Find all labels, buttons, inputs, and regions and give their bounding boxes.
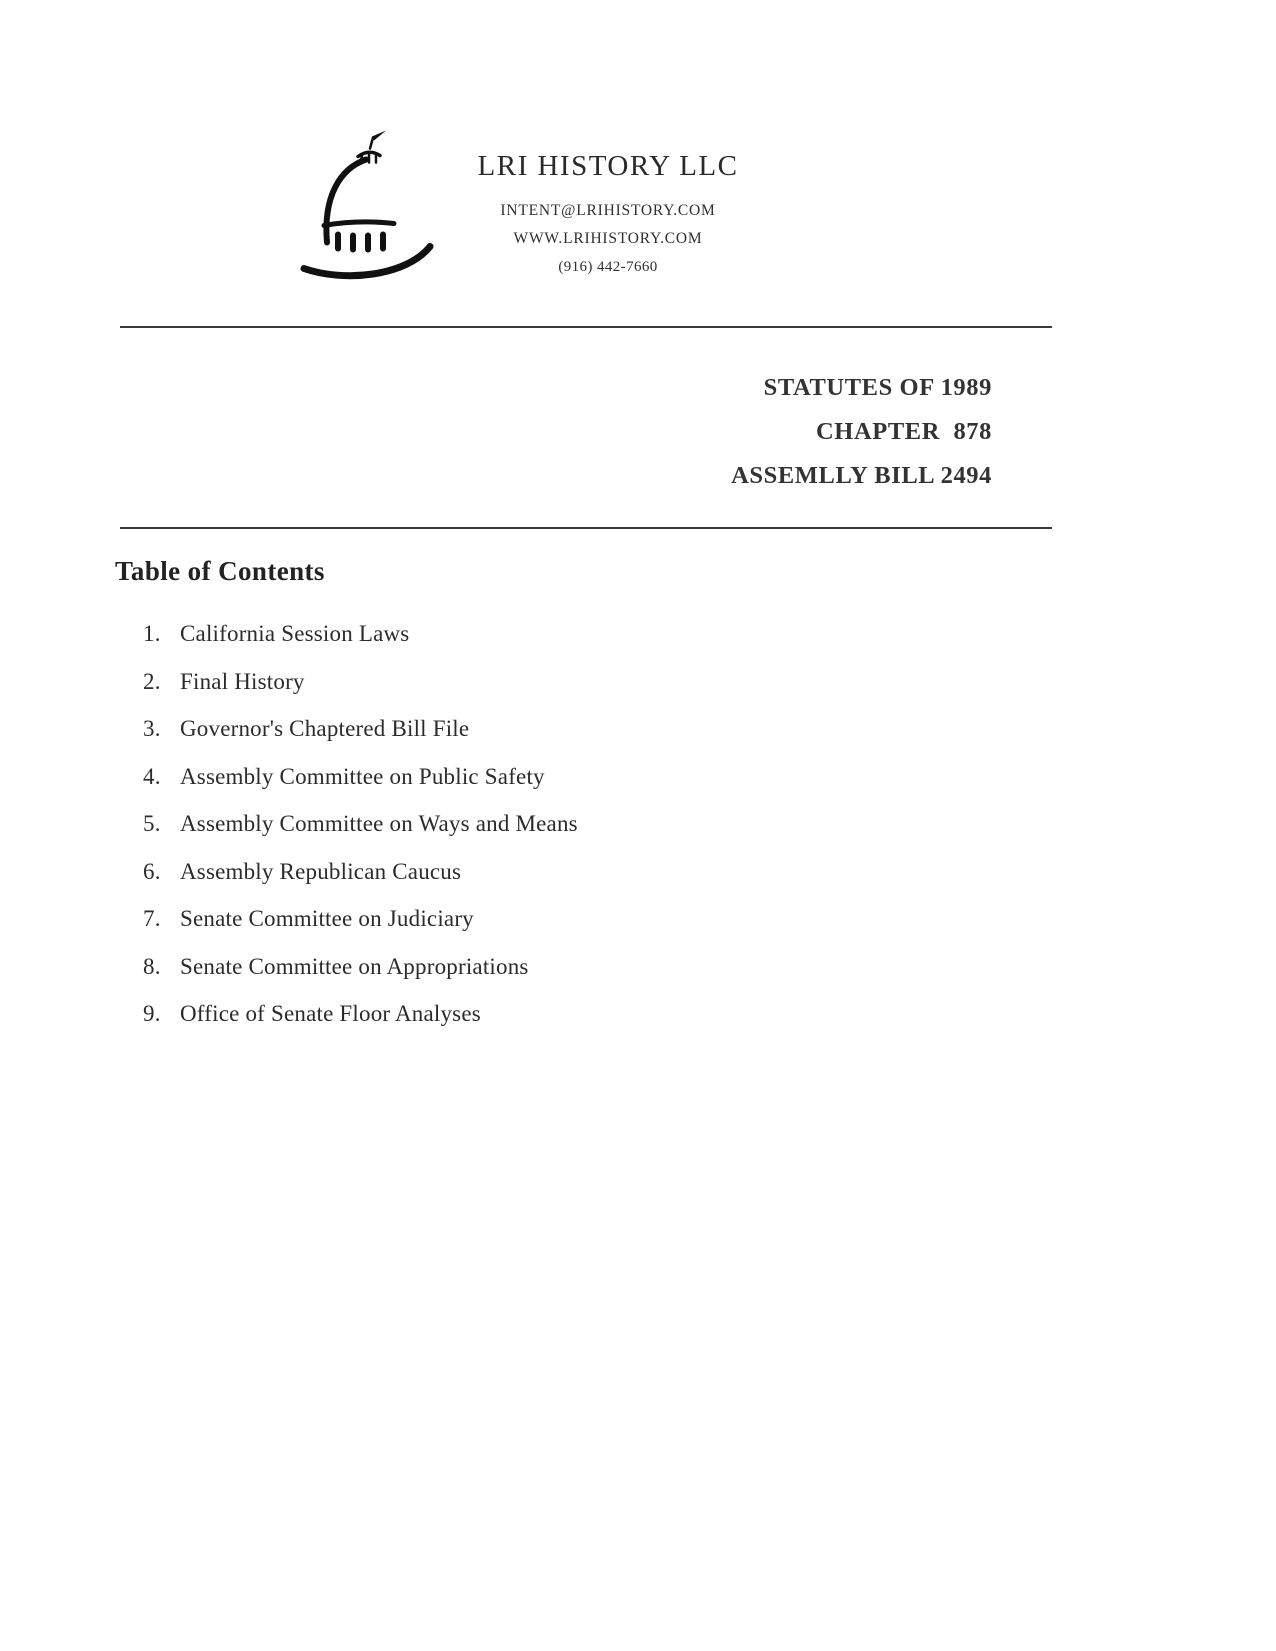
company-website: WWW.LRIHISTORY.COM: [513, 230, 703, 247]
company-phone: (916) 442-7660: [558, 259, 658, 275]
toc-item: [143, 812, 578, 836]
toc-item: [143, 955, 578, 979]
toc-item-number: 4.: [143, 763, 161, 789]
toc-item-number: 8.: [143, 953, 161, 979]
toc-item-label: Assembly Republican Caucus: [180, 858, 462, 884]
company-email: INTENT@LRIHISTORY.COM: [500, 202, 716, 219]
toc-item: [143, 717, 578, 741]
toc-item: [143, 1002, 578, 1026]
company-header: [438, 150, 778, 281]
toc-item-number: 1.: [143, 621, 161, 646]
toc-item: [143, 860, 578, 884]
toc-item-label: Senate Committee on Judiciary: [180, 906, 474, 931]
toc-item: [143, 670, 578, 694]
toc-item: [143, 622, 578, 646]
toc-item-label: Final History: [180, 668, 305, 694]
toc-item-label: Governor's Chaptered Bill File: [180, 716, 470, 741]
toc-list: [143, 622, 578, 1050]
toc-item-label: Office of Senate Floor Analyses: [180, 1001, 481, 1026]
statutes-line: STATUTES OF 1989: [763, 374, 992, 401]
toc-item-label: Assembly Committee on Ways and Means: [180, 811, 578, 836]
toc-item-number: 2.: [143, 668, 161, 694]
toc-item-label: California Session Laws: [180, 621, 410, 646]
toc-item-number: 6.: [143, 858, 161, 884]
assembly-bill-line: ASSEMLLY BILL 2494: [731, 462, 992, 489]
capitol-dome-icon: [296, 122, 446, 287]
toc-heading: Table of Contents: [115, 556, 325, 586]
company-name: LRI HISTORY LLC: [477, 150, 739, 182]
toc-item-number: 5.: [143, 811, 161, 836]
toc-item: [143, 765, 578, 789]
toc-item-label: Assembly Committee on Public Safety: [180, 763, 545, 789]
toc-item-label: Senate Committee on Appropriations: [180, 953, 529, 979]
divider-bottom: [120, 527, 1052, 529]
statutes-title-block: [120, 366, 992, 498]
capitol-logo: [296, 122, 446, 287]
divider-top: [120, 326, 1052, 328]
toc-item-number: 9.: [143, 1001, 161, 1026]
toc-item-number: 7.: [143, 906, 161, 931]
chapter-line: CHAPTER 878: [816, 418, 992, 445]
toc-item-number: 3.: [143, 716, 161, 741]
toc-item: [143, 907, 578, 931]
